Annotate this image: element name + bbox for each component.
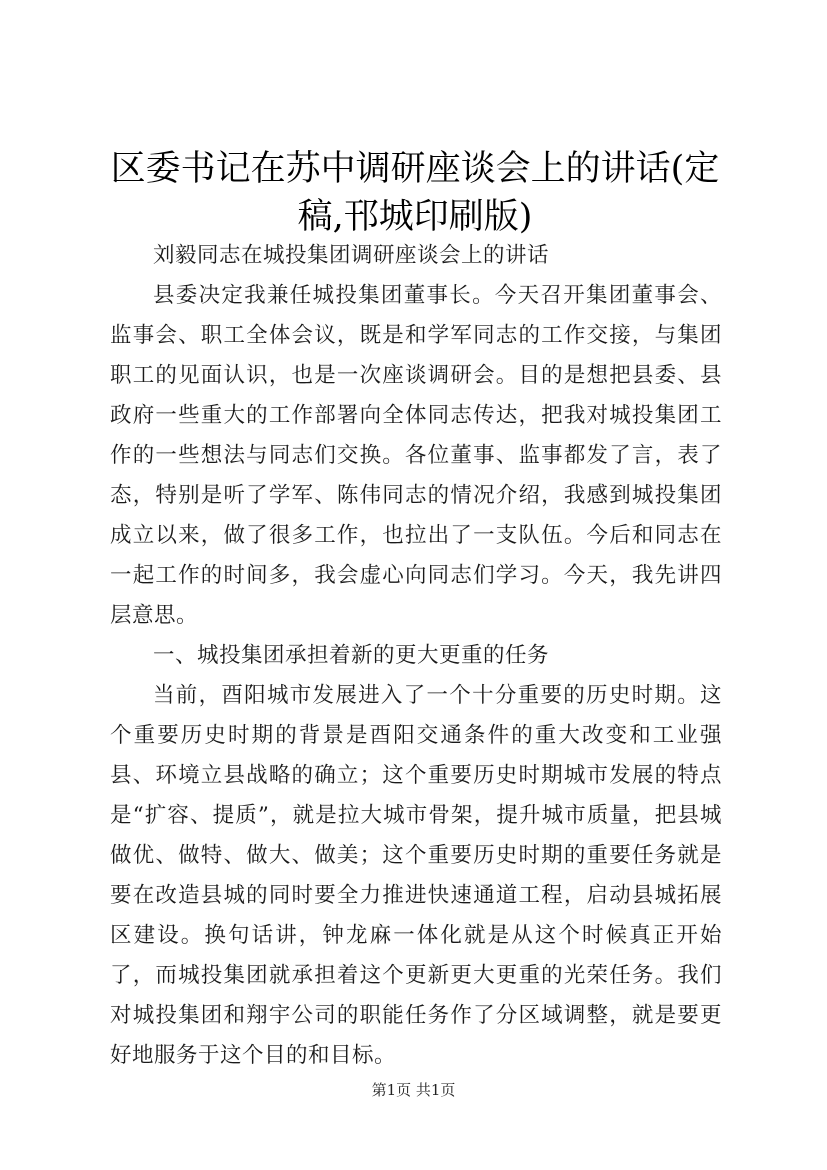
- document-title: 区委书记在苏中调研座谈会上的讲话(定稿,邗城印刷版): [110, 149, 720, 237]
- page-footer: 第1页 共1页: [371, 1081, 456, 1099]
- paragraph-section-1: 当前，酉阳城市发展进入了一个十分重要的历史时期。这个重要历史时期的背景是酉阳交通条件的重大改变和工业强县、环境立县战略的确立；这个重要历史时期城市发展的特点是“扩容、提质”，就是拉大城市骨架，提升城市质量，把县城做优、做特、做大、做美；这个重要历史时期的重要任务就是要在改造县城的同时要全力推进快速通道工程，启动县城拓展区建设。换句话讲，钟龙麻一体化就是从这个时候真正开始了，而城投集团就承担着这个更新更大更重的光荣任务。我们对城投集团和翔宇公司的职能任务作了分区域调整，就是要更好地服务于这个目的和目标。: [110, 683, 722, 1068]
- paragraph-intro: 县委决定我兼任城投集团董事长。今天召开集团董事会、监事会、职工全体会议，既是和学军同志的工作交接，与集团职工的见面认识，也是一次座谈调研会。目的是想把县委、县政府一些重大的工作部署向全体同志传达，把我对城投集团工作的一些想法与同志们交换。各位董事、监事都发了言，表了态，特别是听了学军、陈伟同志的情况介绍，我感到城投集团成立以来，做了很多工作，也拉出了一支队伍。今后和同志在一起工作的时间多，我会虚心向同志们学习。今天，我先讲四层意思。: [110, 283, 722, 628]
- section-heading-1: 一、城投集团承担着新的更大更重的任务: [153, 643, 550, 668]
- paragraph-subtitle: 刘毅同志在城投集团调研座谈会上的讲话: [153, 243, 550, 268]
- document-body: [110, 236, 722, 1076]
